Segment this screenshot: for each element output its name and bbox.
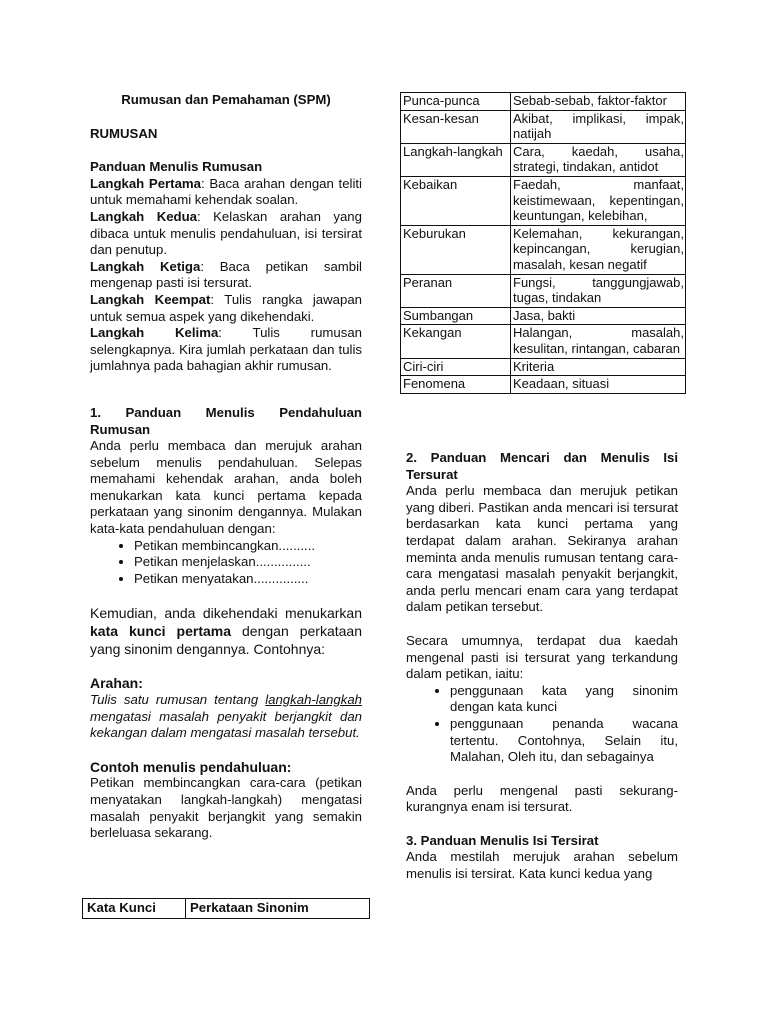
- table-cell-value: Fungsi, tanggungjawab, tugas, tindakan: [511, 274, 686, 307]
- table-row: [401, 143, 686, 176]
- table-cell-key: Keburukan: [401, 225, 511, 274]
- contoh-paragraph: Petikan membincangkan cara-cara (petikan menyatakan langkah-langkah) mengatasi masalah penyakit berjangkit yang semakin berleluasa sekarang.: [90, 775, 362, 841]
- step-text: : Baca arahan dengan teliti untuk memahami kehendak soalan.: [90, 175, 362, 208]
- table-cell-key: Ciri-ciri: [401, 358, 511, 376]
- table-row: [401, 93, 686, 111]
- list-item: • penggunaan penanda wacana tertentu. Contohnya, Selain itu, Malahan, Oleh itu, dan sebagainya: [450, 716, 678, 766]
- step-text: : Baca petikan sambil mengenap pasti isi tersurat.: [90, 258, 362, 291]
- section-2-paragraph-3: Anda perlu mengenal pasti sekurang-kurangnya enam isi tersurat.: [406, 782, 678, 815]
- table-cell-key: Langkah-langkah: [401, 143, 511, 176]
- table-header-cell: Kata Kunci: [83, 899, 186, 919]
- table-row: [401, 225, 686, 274]
- table-header-cell: Perkataan Sinonim: [186, 899, 370, 919]
- list-item: • Petikan menjelaskan...............: [134, 554, 362, 571]
- table-row: [401, 358, 686, 376]
- section-2-paragraph-1: Anda perlu membaca dan merujuk petikan yang diberi. Pastikan anda mencari isi tersurat berdasarkan kata kunci pertama yang terdapat dalam arahan. Sekiranya arahan meminta anda menulis rumusan tentang cara-cara mengatasi masalah penyakit berjangkit, anda perlu mencari enam cara yang terdapat dalam petikan tersebut.: [406, 483, 678, 615]
- arahan-paragraph: [90, 692, 362, 742]
- table-row: [401, 274, 686, 307]
- table-cell-value: Akibat, implikasi, impak, natijah: [511, 110, 686, 143]
- step-2: [90, 209, 362, 259]
- table-cell-key: Kesan-kesan: [401, 110, 511, 143]
- table-cell-value: Cara, kaedah, usaha, strategi, tindakan, antidot: [511, 143, 686, 176]
- panduan-heading: Panduan Menulis Rumusan: [90, 159, 263, 175]
- table-row: [401, 307, 686, 325]
- kemudian-paragraph: [90, 604, 362, 658]
- table-cell-key: Kebaikan: [401, 176, 511, 225]
- bold-text: kata kunci pertama: [90, 623, 232, 640]
- arahan-heading: Arahan:: [90, 675, 143, 692]
- contoh-heading: Contoh menulis pendahuluan:: [90, 758, 292, 775]
- section-1-paragraph: Anda perlu membaca dan merujuk arahan sebelum menulis pendahuluan. Selepas memahami kehendak arahan, anda boleh menukarkan kata kunci pertama kepada perkataan yang sinonim dengannya. Mulakan kata-kata pendahuluan dengan:: [90, 438, 362, 537]
- section-3-heading: 3. Panduan Menulis Isi Tersirat: [406, 832, 599, 848]
- table-cell-value: Halangan, masalah, kesulitan, rintangan, cabaran: [511, 325, 686, 358]
- step-label: Langkah Keempat: [90, 291, 211, 307]
- table-cell-value: Keadaan, situasi: [511, 376, 686, 394]
- text-run: Tulis satu rumusan tentang: [90, 692, 266, 708]
- list-item: • Petikan menyatakan...............: [134, 571, 362, 588]
- step-3: [90, 259, 362, 292]
- text-run: dengan perkataan yang sinonim dengannya. Contohnya:: [90, 623, 362, 658]
- keyword-table: [82, 898, 370, 919]
- table-cell-value: Faedah, manfaat, keistimewaan, kepentingan, keuntungan, kelebihan,: [511, 176, 686, 225]
- step-text: : Kelaskan arahan yang dibaca untuk menulis pendahuluan, isi tersirat dan penutup.: [90, 208, 362, 258]
- step-label: Langkah Kelima: [90, 325, 219, 341]
- section-3-paragraph: Anda mestilah merujuk arahan sebelum menulis isi tersirat. Kata kunci kedua yang: [406, 849, 678, 882]
- table-row: [401, 110, 686, 143]
- table-row: [401, 325, 686, 358]
- step-label: Langkah Ketiga: [90, 258, 201, 274]
- table-cell-key: Sumbangan: [401, 307, 511, 325]
- text-run: Kemudian, anda dikehendaki menukarkan: [90, 605, 362, 622]
- step-label: Langkah Pertama: [90, 175, 201, 191]
- left-column: [90, 92, 362, 842]
- section-2-bullet-list: [406, 683, 678, 766]
- table-cell-key: Fenomena: [401, 376, 511, 394]
- table-cell-key: Punca-punca: [401, 93, 511, 111]
- right-column: [406, 450, 678, 883]
- table-row: [401, 376, 686, 394]
- text-run: mengatasi masalah penyakit berjangkit dan kekangan dalam mengatasi masalah tersebut.: [90, 708, 362, 741]
- table-cell-value: Kelemahan, kekurangan, kepincangan, kerugian, masalah, kesan negatif: [511, 225, 686, 274]
- table-cell-value: Kriteria: [511, 358, 686, 376]
- underlined-text: langkah-langkah: [265, 692, 362, 708]
- step-text: : Tulis rangka jawapan untuk semua aspek yang dikehendaki.: [90, 291, 362, 324]
- list-item: • penggunaan kata yang sinonim dengan kata kunci: [450, 683, 678, 716]
- table-cell-key: Kekangan: [401, 325, 511, 358]
- section-1-heading: 1. Panduan Menulis Pendahuluan Rumusan: [90, 404, 362, 437]
- section-heading-rumusan: RUMUSAN: [90, 125, 158, 141]
- section-2-heading: 2. Panduan Mencari dan Menulis Isi Tersurat: [406, 450, 678, 482]
- section-2-paragraph-2: Secara umumnya, terdapat dua kaedah mengenal pasti isi tersurat yang terkandung dalam petikan, iaitu:: [406, 632, 678, 682]
- step-text: : Tulis rumusan selengkapnya. Kira jumlah perkataan dan tulis jumlahnya pada bahagian akhir rumusan.: [90, 325, 362, 374]
- document-title: Rumusan dan Pemahaman (SPM): [121, 92, 331, 107]
- step-label: Langkah Kedua: [90, 208, 197, 224]
- list-item: • Petikan membincangkan..........: [134, 538, 362, 555]
- synonym-table: [400, 92, 686, 394]
- table-row: [83, 899, 370, 919]
- step-1: [90, 176, 362, 209]
- section-1-bullet-list: [90, 538, 362, 588]
- step-4: [90, 292, 362, 325]
- step-5: [90, 325, 362, 375]
- table-cell-key: Peranan: [401, 274, 511, 307]
- table-cell-value: Jasa, bakti: [511, 307, 686, 325]
- table-row: [401, 176, 686, 225]
- table-cell-value: Sebab-sebab, faktor-faktor: [511, 93, 686, 111]
